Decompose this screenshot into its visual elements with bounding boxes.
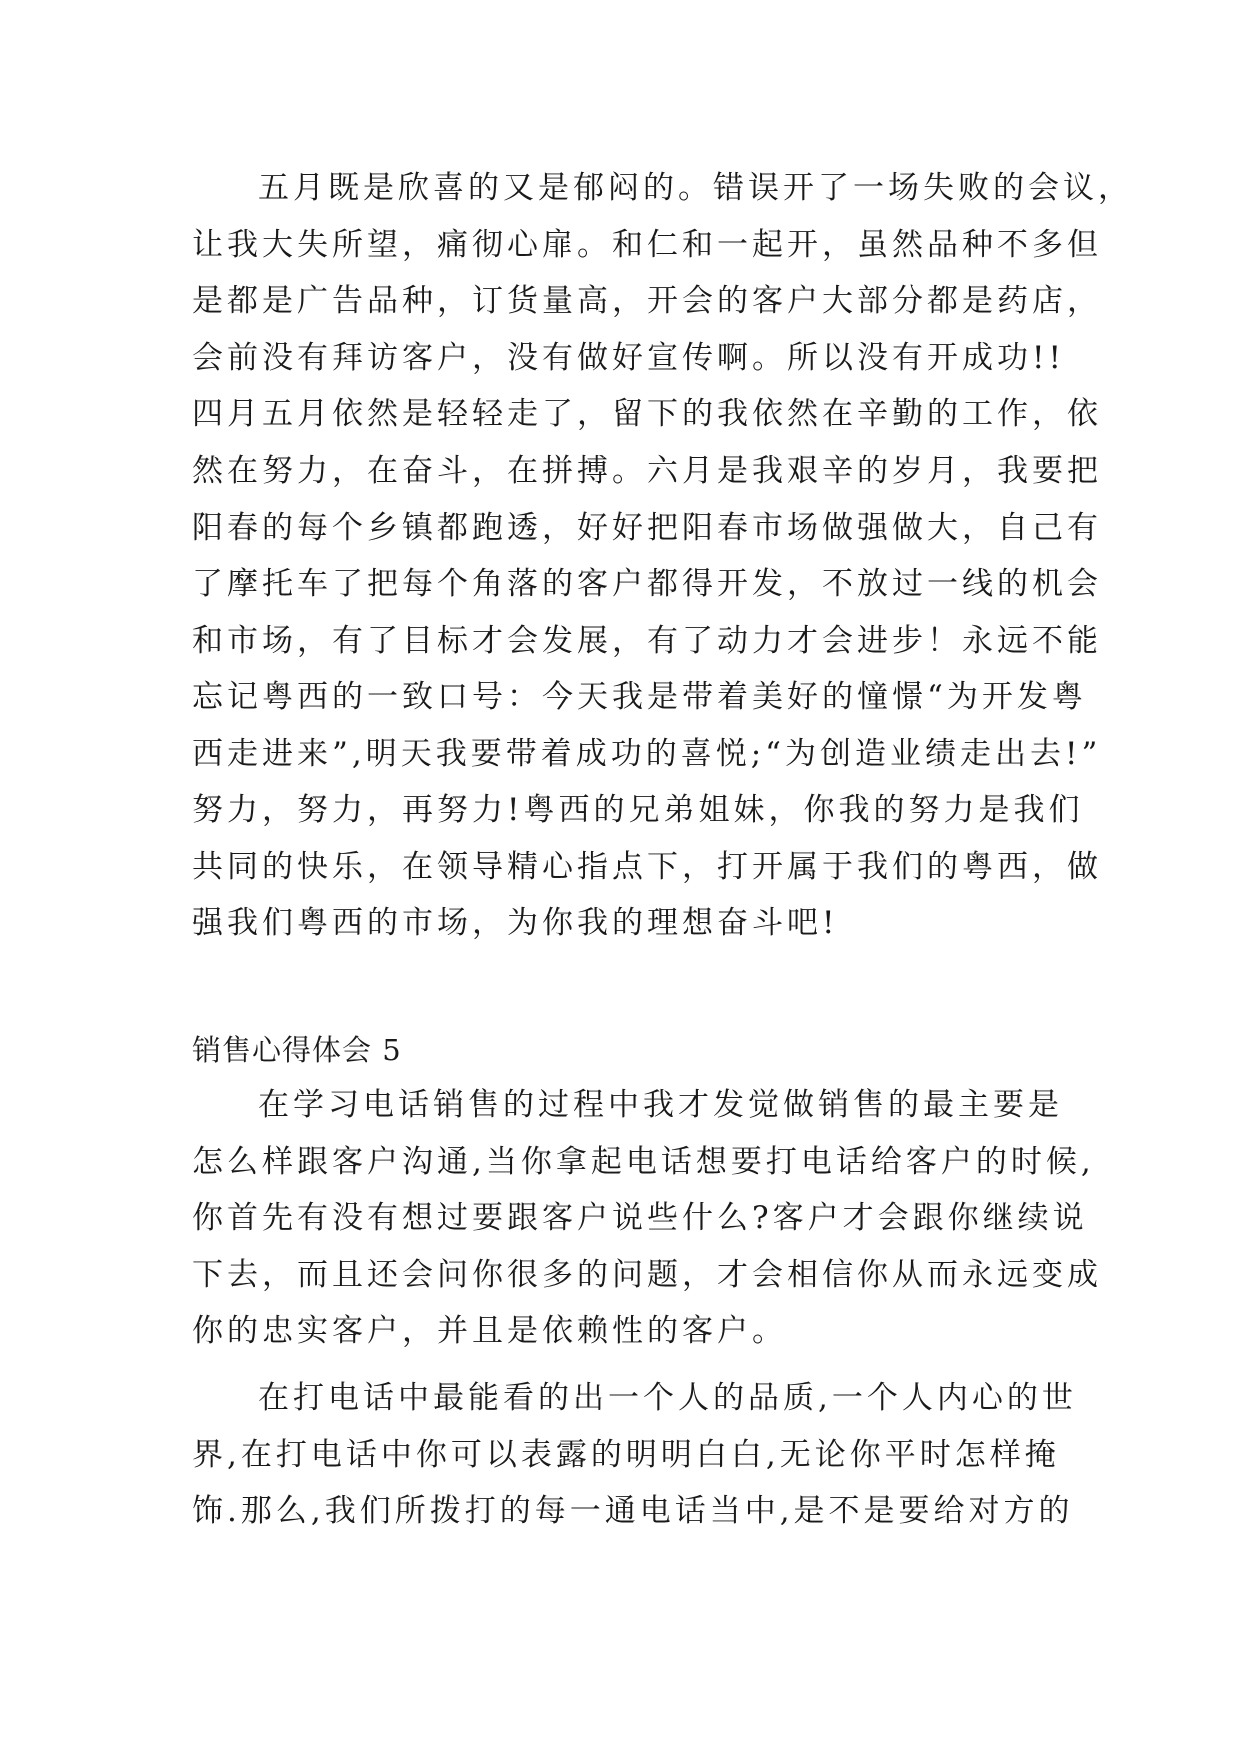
paragraph-line: 五月既是欣喜的又是郁闷的。错误开了一场失败的会议， <box>258 170 1133 206</box>
section-heading: 销售心得体会 5 <box>192 1033 402 1067</box>
paragraph-line: 然在努力，在奋斗，在拼搏。六月是我艰辛的岁月，我要把 <box>192 453 1102 489</box>
paragraph-line: 四月五月依然是轻轻走了，留下的我依然在辛勤的工作，依 <box>192 396 1102 432</box>
paragraph-line: 阳春的每个乡镇都跑透，好好把阳春市场做强做大，自己有 <box>192 510 1102 546</box>
paragraph-line: 界,在打电话中你可以表露的明明白白,无论你平时怎样掩 <box>192 1437 1060 1473</box>
paragraph-line: 强我们粤西的市场，为你我的理想奋斗吧! <box>192 905 839 941</box>
paragraph-line: 怎么样跟客户沟通,当你拿起电话想要打电话给客户的时候, <box>192 1144 1095 1180</box>
paragraph-line: 下去，而且还会问你很多的问题，才会相信你从而永远变成 <box>192 1257 1102 1293</box>
paragraph-line: 了摩托车了把每个角落的客户都得开发，不放过一线的机会 <box>192 566 1102 602</box>
paragraph-line: 饰.那么,我们所拨打的每一通电话当中,是不是要给对方的 <box>192 1493 1074 1529</box>
paragraph-line: 共同的快乐，在领导精心指点下，打开属于我们的粤西，做 <box>192 849 1102 885</box>
paragraph-line: 忘记粤西的一致口号：今天我是带着美好的憧憬“为开发粤 <box>192 679 1087 715</box>
paragraph-line: 努力，努力，再努力!粤西的兄弟姐妹，你我的努力是我们 <box>192 792 1084 828</box>
paragraph-line: 让我大失所望，痛彻心扉。和仁和一起开，虽然品种不多但 <box>192 227 1102 263</box>
paragraph-line: 你首先有没有想过要跟客户说些什么?客户才会跟你继续说 <box>192 1200 1088 1236</box>
paragraph-line: 西走进来”,明天我要带着成功的喜悦;“为创造业绩走出去!” <box>192 736 1102 772</box>
paragraph-line: 和市场，有了目标才会发展，有了动力才会进步！永远不能 <box>192 623 1102 659</box>
paragraph-line: 在打电话中最能看的出一个人的品质,一个人内心的世 <box>258 1380 1077 1416</box>
paragraph-line: 你的忠实客户，并且是依赖性的客户。 <box>192 1313 787 1349</box>
paragraph-line: 在学习电话销售的过程中我才发觉做销售的最主要是 <box>258 1087 1063 1123</box>
paragraph-line: 会前没有拜访客户，没有做好宣传啊。所以没有开成功!! <box>192 340 1065 376</box>
paragraph-line: 是都是广告品种，订货量高，开会的客户大部分都是药店， <box>192 283 1102 319</box>
